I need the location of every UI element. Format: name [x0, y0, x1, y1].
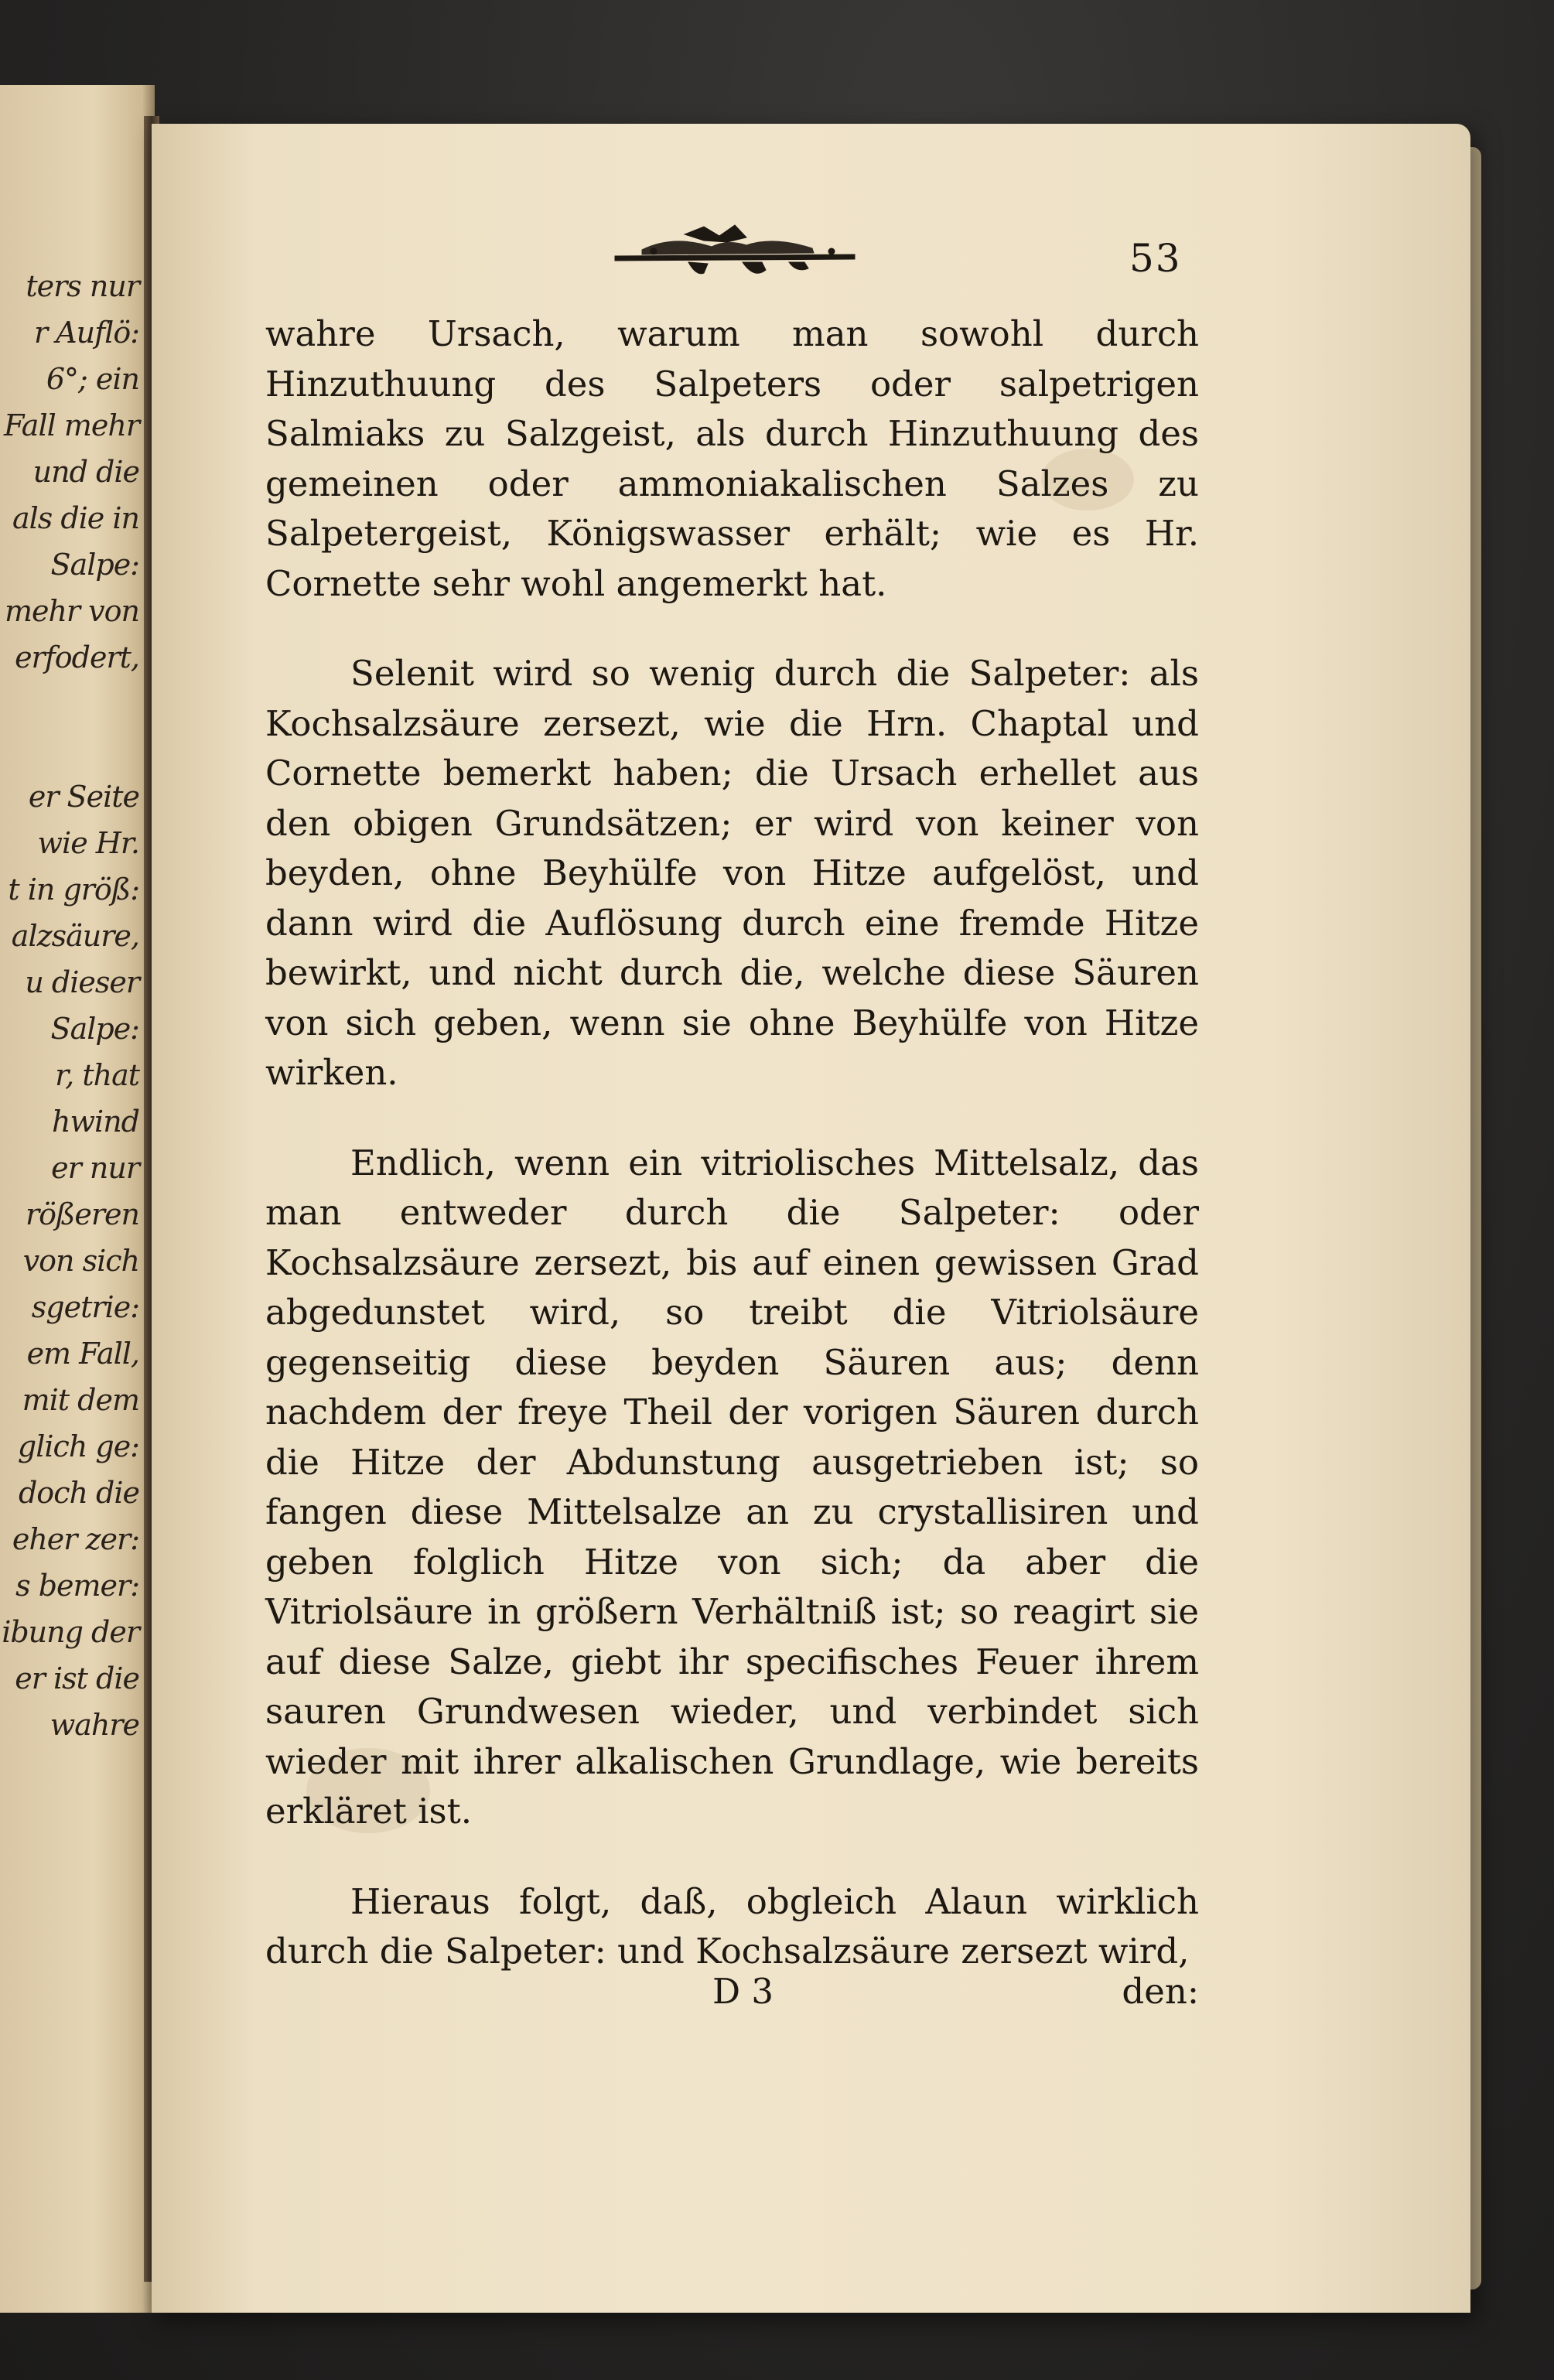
paragraph: Endlich, wenn ein vitriolisches Mittelsalz, das man entweder durch die Salpeter: oder Kochsalzsäure zersezt, bis auf einen gewissen Grad abgedunstet wird, so treibt die Vitriolsäure gegenseitig diese beyden Säuren aus; denn nachdem der freye Theil der vorigen Säuren durch die Hitze der Abdunstung ausgetrieben ist; so fangen diese Mittelsalze an zu crystallisiren und geben folglich Hitze von sich; da aber die Vitriolsäure in größern Verhältniß ist; so reagirt sie auf diese Salze, giebt ihr specifisches Feuer ihrem sauren Grundwesen wieder, und verbindet sich wieder mit ihrer alkalischen Grundlage, wie bereits erkläret ist. [265, 1142, 1199, 1832]
left-page-line: alzsäure, [11, 919, 139, 953]
left-page-line: 6°; ein [46, 362, 139, 396]
left-page-line: von sich [22, 1244, 139, 1278]
left-page-line [0, 727, 147, 773]
left-page-line: wahre [50, 1708, 139, 1742]
left-page-line: Salpe: [50, 548, 139, 582]
left-page-line: als die in [12, 501, 139, 535]
left-page-line: r, that [55, 1058, 139, 1092]
left-page-line: rößeren [25, 1197, 139, 1231]
left-page-line: Fall mehr [4, 408, 139, 442]
left-page-line: ibung der [2, 1615, 139, 1649]
catchword: den: [1122, 1971, 1199, 2012]
left-page-line: er ist die [15, 1661, 139, 1695]
left-page-line: em Fall, [26, 1337, 139, 1371]
left-page-line: wie Hr. [37, 826, 139, 860]
left-page [0, 85, 155, 2313]
paragraph: Selenit wird so wenig durch die Salpeter: als Kochsalzsäure zersezt, wie die Hrn. Chaptal und Cornette bemerkt haben; die Ursach erhellet aus den obigen Grundsätzen; er wird von keiner von beyden, ohne Beyhülfe von Hitze aufgelöst, und dann wird die Auflösung durch eine fremde Hitze bewirkt, und nicht durch die, welche diese Säuren von sich geben, wenn sie ohne Beyhülfe von Hitze wirken. [265, 653, 1199, 1093]
left-page-line [0, 681, 147, 727]
page-body-text [265, 309, 1199, 1977]
paragraph: Hieraus folgt, daß, obgleich Alaun wirklich durch die Salpeter: und Kochsalzsäure zersezt wird, [265, 1880, 1199, 1972]
left-page-text [0, 263, 147, 1748]
left-page-line: und die [32, 455, 139, 489]
left-page-line: ters nur [26, 269, 139, 303]
left-page-line: hwind [52, 1105, 139, 1139]
page-footer [265, 1971, 1199, 2025]
signature-mark: D 3 [712, 1971, 774, 2012]
left-page-line: s bemer: [15, 1569, 139, 1603]
page-number: 53 [1129, 236, 1182, 281]
left-page-line: doch die [18, 1476, 139, 1510]
left-page-line: er nur [51, 1151, 139, 1185]
paragraph: wahre Ursach, warum man sowohl durch Hinzuthuung des Salpeters oder salpetrigen Salmiaks zu Salzgeist, als durch Hinzuthuung des gemeinen oder ammoniakalischen Salzes zu Salpetergeist, Königswasser erhält; wie es Hr. Cornette sehr wohl angemerkt hat. [265, 313, 1199, 604]
left-page-line: erfodert, [15, 640, 139, 674]
head-ornament [611, 219, 859, 282]
left-page-line: mit dem [22, 1383, 139, 1417]
left-page-line: eher zer: [12, 1522, 139, 1556]
left-page-line: er Seite [28, 780, 139, 814]
left-page-line: r Auflö: [33, 316, 139, 350]
left-page-line: sgetrie: [31, 1290, 139, 1324]
left-page-line: Salpe: [50, 1012, 139, 1046]
left-page-line: glich ge: [17, 1429, 139, 1463]
left-page-line: u dieser [25, 965, 139, 999]
left-page-line: mehr von [4, 594, 139, 628]
left-page-line: t in größ: [8, 872, 139, 907]
